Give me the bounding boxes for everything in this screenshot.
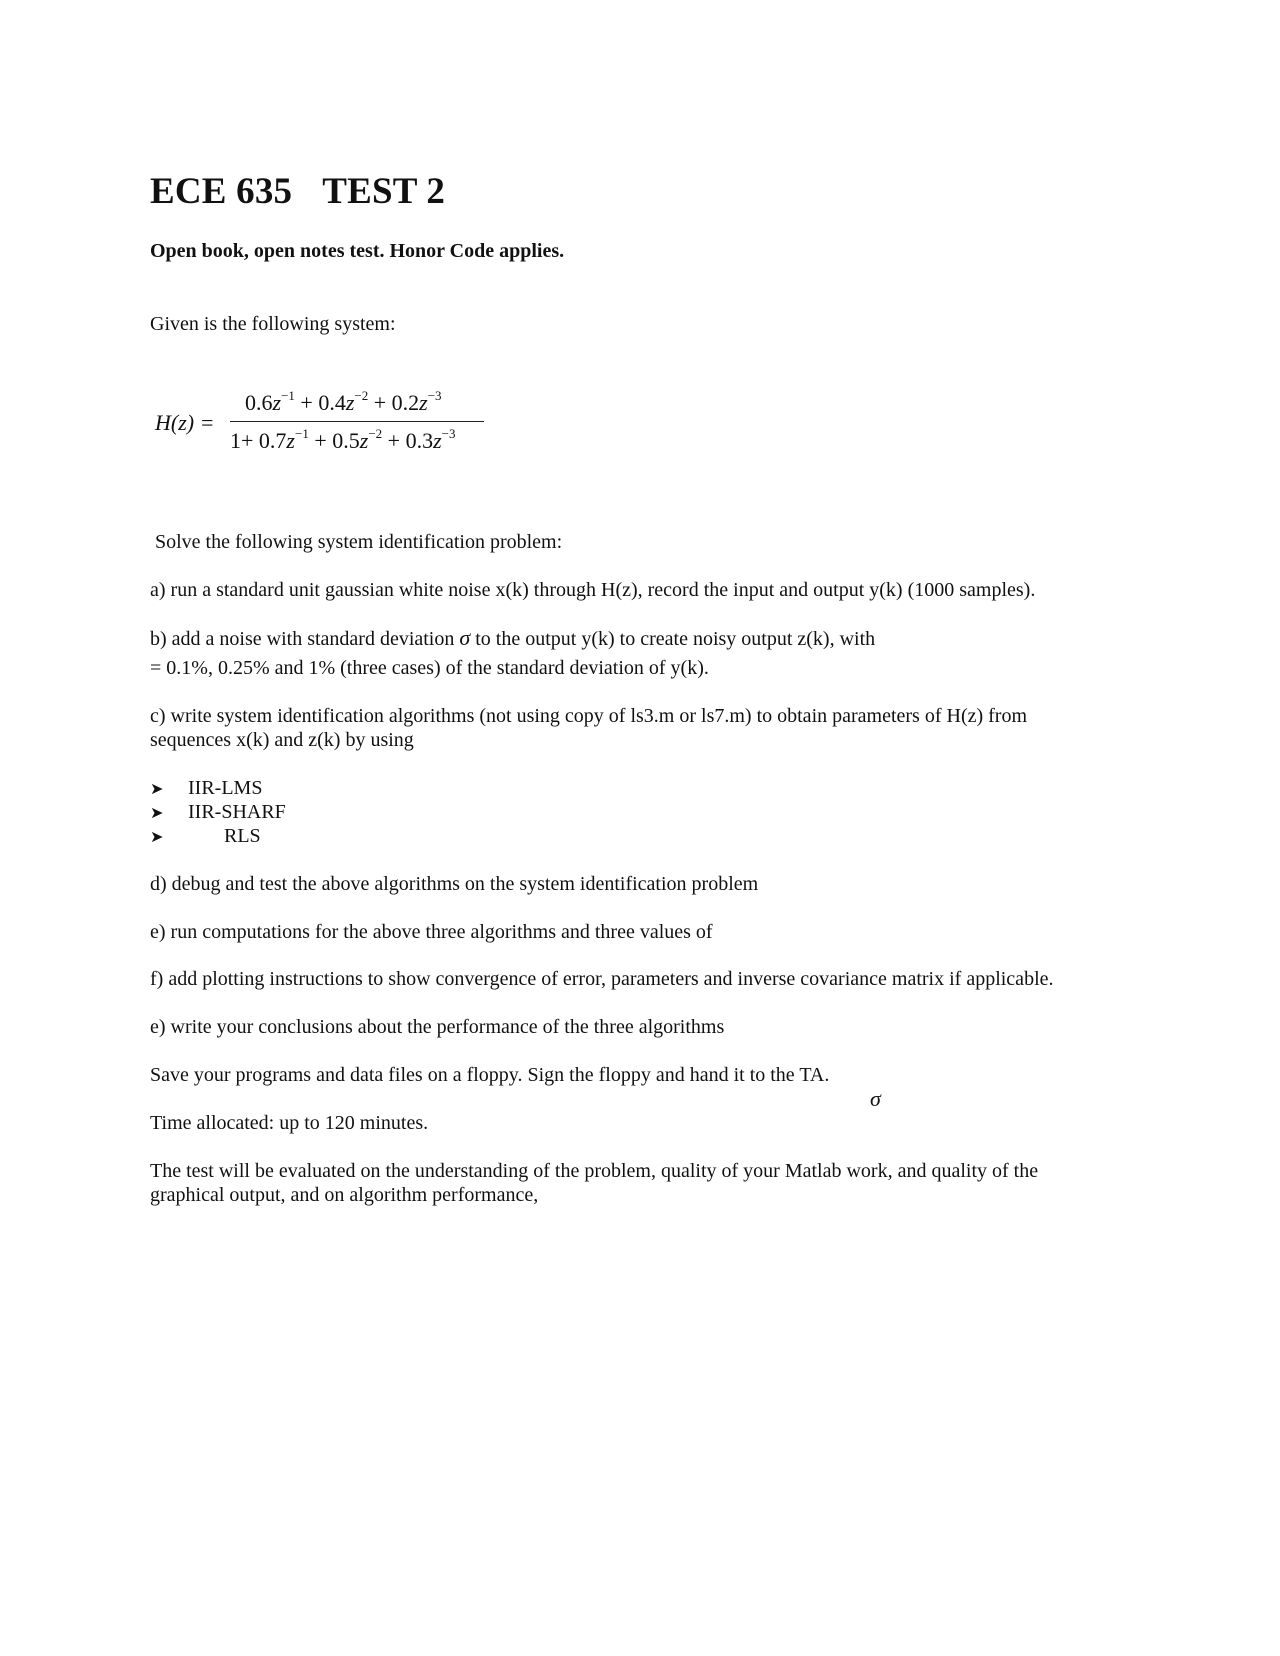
item-c-line1: c) write system identification algorithms (not using copy of ls3.m or ls7.m) to obtain parameters of H(z) from bbox=[150, 705, 1028, 727]
list-item: ➤ IIR-LMS bbox=[150, 777, 263, 799]
evaluation-line2: graphical output, and on algorithm performance, bbox=[150, 1184, 539, 1206]
problem-intro: Solve the following system identification problem: bbox=[155, 531, 563, 553]
fraction-bar bbox=[230, 421, 484, 422]
sigma-symbol: σ bbox=[459, 625, 471, 650]
equation-denominator: $1+ 0.7z^{-1} + 0.5z^{-2} + 0.3z^{-3}$ bbox=[230, 426, 456, 453]
page-title bbox=[150, 170, 445, 213]
item-b-line2: = 0.1%, 0.25% and 1% (three cases) of the standard deviation of y(k). bbox=[150, 657, 709, 679]
algorithm-list bbox=[150, 776, 286, 848]
evaluation-line1: The test will be evaluated on the understanding of the problem, quality of your Matlab work, and quality of the bbox=[150, 1160, 1039, 1182]
item-e-conclusions: e) write your conclusions about the performance of the three algorithms bbox=[150, 1016, 725, 1038]
test-name: TEST 2 bbox=[322, 171, 446, 212]
arrow-bullet-icon: ➤ bbox=[150, 827, 164, 846]
arrow-bullet-icon: ➤ bbox=[150, 779, 164, 798]
item-b-line1: b) add a noise with standard deviation σ to the output y(k) to create noisy output z(k), with bbox=[150, 625, 876, 650]
item-d: d) debug and test the above algorithms on the system identification problem bbox=[150, 873, 759, 895]
equation-lhs: H(z) = bbox=[155, 410, 215, 435]
item-c-line2: sequences x(k) and z(k) by using bbox=[150, 729, 414, 751]
stray-sigma-symbol: σ bbox=[870, 1086, 881, 1111]
course-code: ECE 635 bbox=[150, 171, 293, 212]
item-a: a) run a standard unit gaussian white noise x(k) through H(z), record the input and output y(k) (1000 samples). bbox=[150, 579, 1036, 601]
item-f: f) add plotting instructions to show convergence of error, parameters and inverse covariance matrix if applicable. bbox=[150, 968, 1054, 990]
time-allocated: Time allocated: up to 120 minutes. bbox=[150, 1112, 429, 1134]
list-item: ➤ IIR-SHARF bbox=[150, 801, 286, 823]
item-e-run: e) run computations for the above three algorithms and three values of bbox=[150, 921, 713, 943]
test-rules: Open book, open notes test. Honor Code applies. bbox=[150, 240, 565, 262]
equation-numerator: $0.6z^{-1} + 0.4z^{-2} + 0.2z^{-3}$ bbox=[245, 388, 442, 415]
intro-text: Given is the following system: bbox=[150, 313, 396, 335]
arrow-bullet-icon: ➤ bbox=[150, 803, 164, 822]
list-item: ➤ RLS bbox=[150, 825, 261, 847]
save-instructions: Save your programs and data files on a floppy. Sign the floppy and hand it to the TA. bbox=[150, 1064, 830, 1086]
